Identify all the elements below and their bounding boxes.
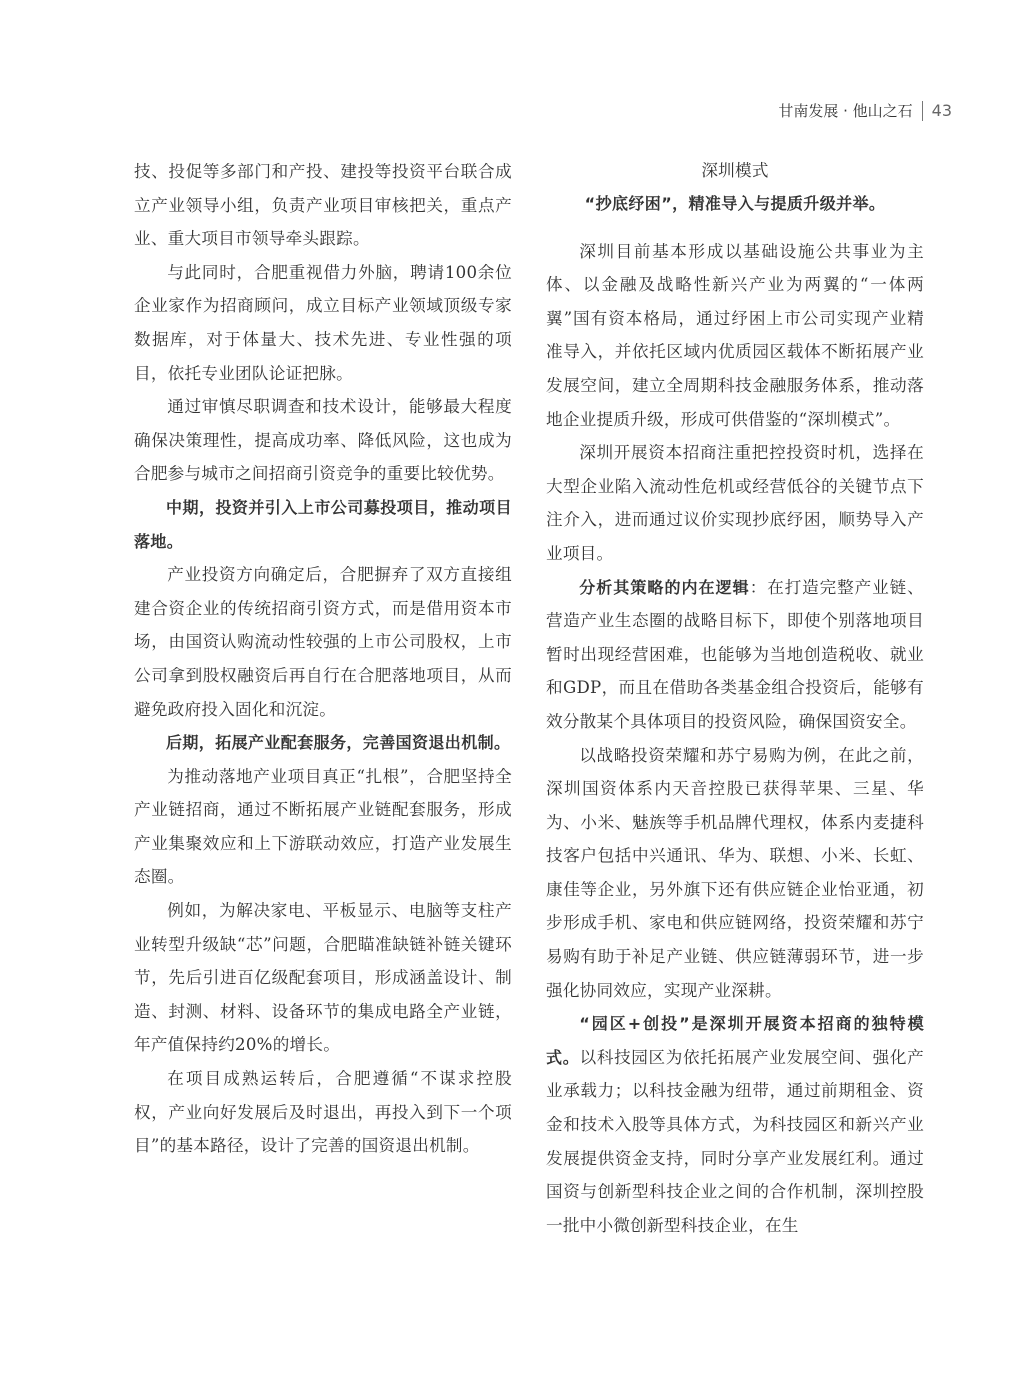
paragraph: 以战略投资荣耀和苏宁易购为例，在此之前，深圳国资体系内天音控股已获得苹果、三星、华为、小米、魅族等手机品牌代理权，体系内麦捷科技客户包括中兴通讯、华为、联想、小米、长虹、康佳等企业，另外旗下还有供应链企业怡亚通，初步形成手机、家电和供应链网络，投资荣耀和苏宁易购有助于补足产业链、供应链薄弱环节，进一步强化协同效应，实现产业深耕。 [546,745,924,1000]
left-column [134,155,512,1163]
header-divider [922,101,923,121]
lead-in-bold: 分析其策略的内在逻辑 [579,577,750,597]
paragraph: 产业投资方向确定后，合肥摒弃了双方直接组建合资企业的传统招商引资方式，而是借用资本市场，由国资认购流动性较强的上市公司股权，上市公司拿到股权融资后再自行在合肥落地项目，从而避免政府投入固化和沉淀。 [134,565,512,719]
running-header [778,100,952,121]
section-title: 甘南发展 · 他山之石 [778,102,913,120]
paragraph: 技、投促等多部门和产投、建投等投资平台联合成立产业领导小组，负责产业项目审核把关，重点产业、重大项目市领导牵头跟踪。 [134,162,512,249]
subheading: 中期，投资并引入上市公司募投项目，推动项目落地。 [134,497,512,551]
paragraph: 深圳目前基本形成以基础设施公共事业为主体、以金融及战略性新兴产业为两翼的“一体两翼”国有资本格局，通过纾困上市公司实现产业精准导入，并依托区域内优质园区载体不断拓展产业发展空间，建立全周期科技金融服务体系，推动落地企业提质升级，形成可供借鉴的“深圳模式”。 [546,241,924,429]
paragraph: 通过审慎尽职调查和技术设计，能够最大程度确保决策理性，提高成功率、降低风险，这也成为合肥参与城市之间招商引资竞争的重要比较优势。 [134,397,512,484]
paragraph: 深圳开展资本招商注重把控投资时机，选择在大型企业陷入流动性危机或经营低谷的关键节点下注介入，进而通过议价实现抄底纾困，顺势导入产业项目。 [546,443,924,563]
paragraph: 与此同时，合肥重视借力外脑，聘请100余位企业家作为招商顾问，成立目标产业领域顶级专家数据库，对于体量大、技术先进、专业性强的项目，依托专业团队论证把脉。 [134,262,512,383]
paragraph: 例如，为解决家电、平板显示、电脑等支柱产业转型升级缺“芯”问题，合肥瞄准缺链补链关键环节，先后引进百亿级配套项目，形成涵盖设计、制造、封测、材料、设备环节的集成电路全产业链，年产值保持约20%的增长。 [134,901,512,1055]
section-heading: 深圳模式 [701,161,769,180]
paragraph: 在项目成熟运转后，合肥遵循“不谋求控股权，产业向好发展后及时退出，再投入到下一个项目”的基本路径，设计了完善的国资退出机制。 [134,1069,512,1156]
subheading: 后期，拓展产业配套服务，完善国资退出机制。 [166,733,511,753]
right-column [546,155,924,1242]
section-subheading: “抄底纾困”，精准导入与提质升级并举。 [584,194,886,213]
paragraph [546,1007,924,1242]
paragraph-text: 以科技园区为依托拓展产业发展空间、强化产业承载力；以科技金融为纽带，通过前期租金、资金和技术入股等具体方式，为科技园区和新兴产业发展提供资金支持，同时分享产业发展红利。通过国资与创新型科技企业之间的合作机制，深圳控股一批中小微创新型科技企业，在生 [546,1047,924,1235]
page-number: 43 [931,101,952,120]
paragraph [546,571,924,739]
paragraph-text: ：在打造完整产业链、营造产业生态圈的战略目标下，即使个别落地项目暂时出现经营困难，也能够为当地创造税收、就业和GDP，而且在借助各类基金组合投资后，能够有效分散某个具体项目的投资风险，确保国资安全。 [546,577,924,731]
paragraph: 为推动落地产业项目真正“扎根”，合肥坚持全产业链招商，通过不断拓展产业链配套服务，形成产业集聚效应和上下游联动效应，打造产业发展生态圈。 [134,766,512,887]
lead-in-bold: “园区+创投”是深圳开展资本招商的独特模式。 [546,1014,924,1067]
